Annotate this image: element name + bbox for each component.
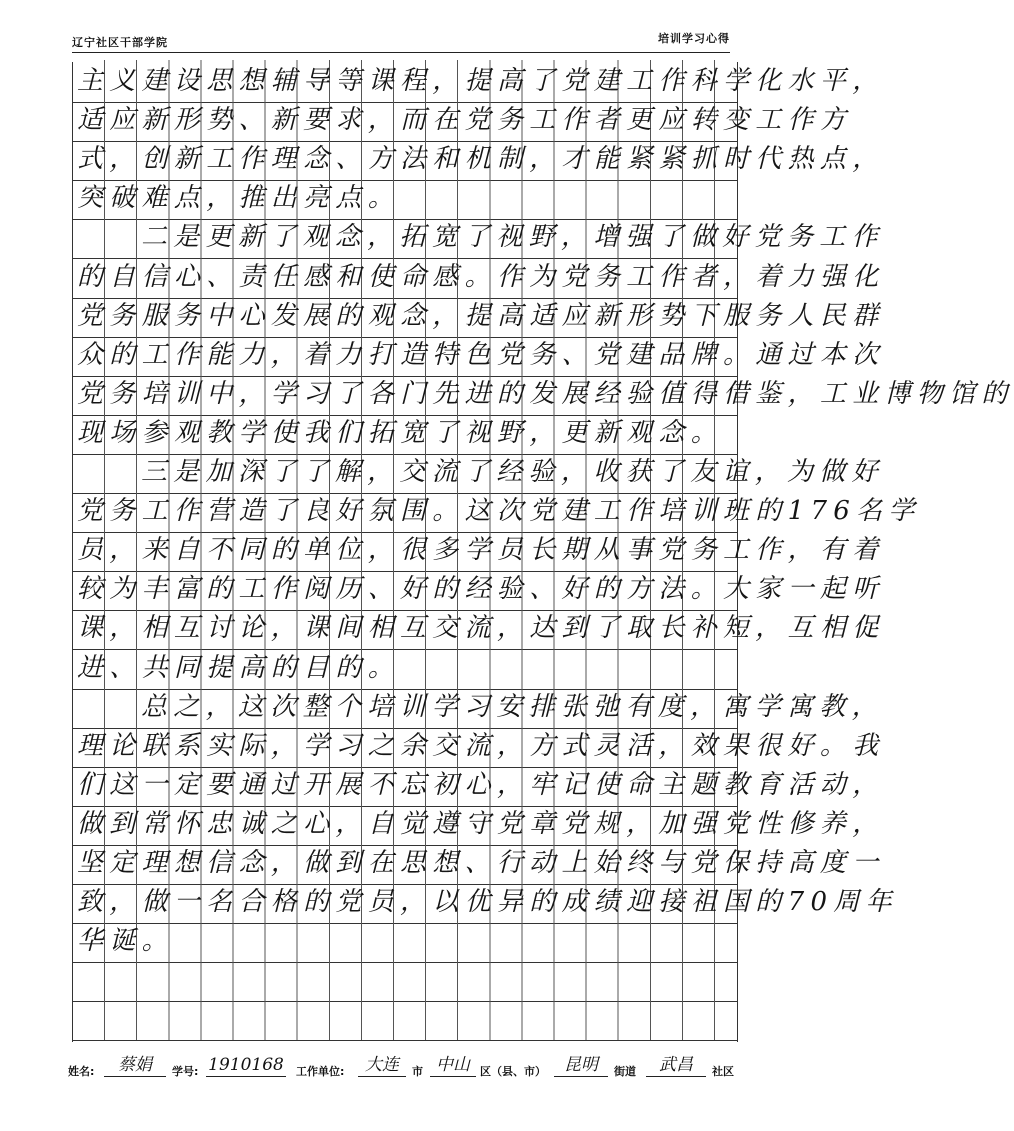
handwritten-line: 适应新形势、新要求，而在党务工作者更应转变工作方 bbox=[77, 105, 853, 136]
community-value: 武昌 bbox=[646, 1054, 706, 1077]
grid-row bbox=[73, 647, 737, 690]
name-value: 蔡娟 bbox=[104, 1054, 166, 1077]
grid-row bbox=[73, 607, 885, 650]
handwritten-line: 众的工作能力，着力打造特色党务、党建品牌。通过本次 bbox=[77, 339, 885, 370]
street-value: 昆明 bbox=[554, 1054, 608, 1077]
work-unit-label: 工作单位: bbox=[296, 1065, 345, 1078]
grid-row bbox=[73, 138, 885, 181]
district-value: 中山 bbox=[430, 1054, 476, 1077]
grid-row bbox=[73, 99, 853, 142]
institution-name: 辽宁社区干部学院 bbox=[72, 36, 168, 49]
student-id-value: 1910168 bbox=[206, 1054, 286, 1077]
grid-row bbox=[73, 686, 884, 729]
grid-row bbox=[73, 803, 885, 846]
handwritten-line: 课，相互讨论，课间相互交流，达到了取长补短，互相促 bbox=[77, 613, 885, 644]
grid-row bbox=[73, 725, 885, 768]
grid-row bbox=[73, 998, 737, 1041]
handwritten-line: 做到常怀忠诚之心，自觉遵守党章党规，加强党性修养， bbox=[77, 808, 885, 839]
handwritten-line: 突破难点，推出亮点。 bbox=[77, 183, 401, 214]
handwritten-line: 致，做一名合格的党员，以优异的成绩迎接祖国的70周年 bbox=[77, 887, 898, 918]
grid-row bbox=[73, 60, 885, 103]
handwritten-line: 式，创新工作理念、方法和机制，才能紧紧抓时代热点， bbox=[77, 144, 885, 175]
grid-row bbox=[73, 373, 1014, 416]
handwritten-line: 现场参观教学使我们拓宽了视野，更新观念。 bbox=[77, 417, 724, 448]
city-value: 大连 bbox=[358, 1054, 406, 1077]
grid-row bbox=[73, 959, 737, 1002]
handwritten-line: 员，来自不同的单位，很多学员长期从事党务工作，有着 bbox=[77, 535, 885, 566]
handwritten-line: 党务服务中心发展的观念，提高适应新形势下服务人民群 bbox=[77, 300, 885, 331]
grid-row bbox=[73, 256, 885, 299]
handwritten-line: 三是加深了了解，交流了经验，收获了友谊，为做好 bbox=[141, 457, 884, 487]
handwritten-line: 坚定理想信念，做到在思想、行动上始终与党保持高度一 bbox=[77, 848, 885, 878]
grid-row bbox=[73, 842, 885, 885]
grid-row bbox=[73, 490, 921, 533]
district-suffix: 区（县、市） bbox=[480, 1065, 546, 1078]
city-suffix: 市 bbox=[412, 1065, 423, 1078]
student-id-label: 学号: bbox=[172, 1065, 199, 1078]
page-header bbox=[72, 30, 730, 54]
document-title: 培训学习心得 bbox=[658, 32, 730, 45]
header-divider bbox=[72, 52, 730, 53]
handwritten-line: 华诞。 bbox=[77, 926, 174, 957]
grid-row bbox=[73, 764, 885, 807]
community-suffix: 社区 bbox=[712, 1065, 734, 1078]
handwritten-line: 的自信心、责任感和使命感。作为党务工作者，着力强化 bbox=[77, 261, 885, 292]
grid-row bbox=[73, 529, 885, 572]
handwritten-line: 总之，这次整个培训学习安排张弛有度，寓学寓教， bbox=[141, 691, 884, 722]
grid-row bbox=[73, 451, 884, 494]
grid-row bbox=[73, 295, 885, 338]
grid-row bbox=[73, 334, 885, 377]
handwritten-line: 们这一定要通过开展不忘初心，牢记使命主题教育活动， bbox=[77, 769, 885, 800]
handwritten-line: 主义建设思想辅导等课程，提高了党建工作科学化水平， bbox=[77, 66, 885, 96]
handwritten-line: 党务工作营造了良好氛围。这次党建工作培训班的176名学 bbox=[77, 496, 921, 527]
grid-row bbox=[73, 216, 884, 259]
grid-row bbox=[73, 177, 737, 220]
grid-row bbox=[73, 412, 737, 455]
handwritten-line: 党务培训中，学习了各门先进的发展经验值得借鉴，工业博物馆的 bbox=[77, 378, 1014, 409]
grid-row bbox=[73, 920, 737, 963]
grid-row bbox=[73, 881, 898, 924]
writing-grid bbox=[72, 62, 1014, 1042]
name-label: 姓名: bbox=[68, 1065, 95, 1078]
handwritten-line: 较为丰富的工作阅历、好的经验、好的方法。大家一起听 bbox=[77, 574, 885, 605]
grid-row bbox=[73, 568, 885, 611]
street-suffix: 街道 bbox=[614, 1065, 636, 1078]
handwritten-line: 二是更新了观念，拓宽了视野，增强了做好党务工作 bbox=[141, 222, 884, 253]
student-info-footer bbox=[68, 1053, 760, 1081]
handwritten-line: 进、共同提高的目的。 bbox=[77, 652, 401, 683]
handwritten-line: 理论联系实际，学习之余交流，方式灵活，效果很好。我 bbox=[77, 730, 885, 761]
